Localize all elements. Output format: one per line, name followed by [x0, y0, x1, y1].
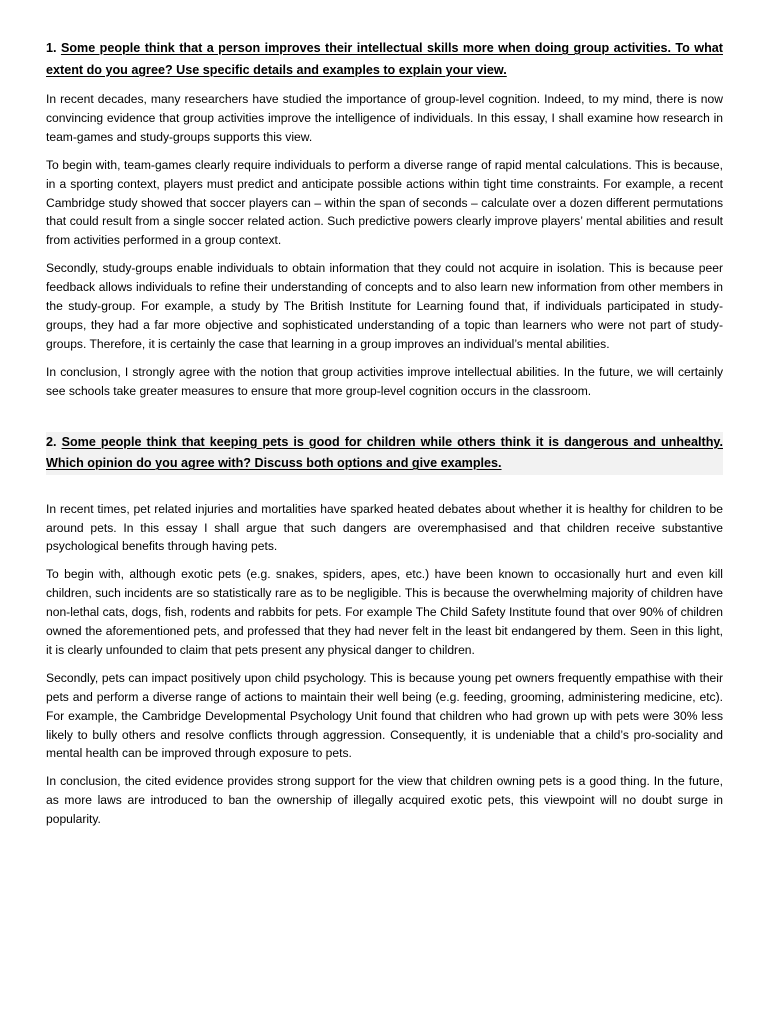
- essay-2-question: [46, 432, 723, 475]
- essay-2-question-text: Some people think that keeping pets is good for children while others think it is dangerous and unhealthy. Which opinion do you agree with? Discuss both options and give examples.: [46, 434, 723, 471]
- essay-1-paragraph-body-2: Secondly, study-groups enable individuals to obtain information that they could not acquire in isolation. This is because peer feedback allows individuals to refine their understanding of concepts and to also learn new information from other members in the study-group. For example, a study by The British Institute for Learning found that, if individuals participated in study-groups, they had a far more objective and sophisticated understanding of a topic than learners who were not part of study-groups. Therefore, it is certainly the case that learning in a group improves an individual’s mental abilities.: [46, 261, 723, 351]
- essay-2-number: 2.: [46, 434, 57, 449]
- essay-1-question-text: Some people think that a person improves their intellectual skills more when doing group activities. To what extent do you agree? Use specific details and examples to explain your view.: [46, 41, 723, 77]
- essay-2-paragraph-intro: In recent times, pet related injuries and mortalities have sparked heated debates about whether it is healthy for children to be around pets. In this essay I shall argue that such dangers are overemphasised and that children receive substantive psychological benefits through having pets.: [46, 501, 723, 554]
- essay-1-number: 1.: [46, 41, 57, 55]
- essay-1-paragraph-intro: In recent decades, many researchers have studied the importance of group-level cognition. Indeed, to my mind, there is now convincing evidence that group activities improve the intelligence of individuals. In this essay, I shall examine how research in team-games and study-groups supports this view.: [46, 92, 723, 144]
- essay-1-question: [46, 38, 723, 81]
- section-spacer: [46, 410, 723, 432]
- essay-1-paragraph-body-1: To begin with, team-games clearly require individuals to perform a diverse range of rapid mental calculations. This is because, in a sporting context, players must predict and anticipate possible actions within tight time constraints. For example, a recent Cambridge study showed that soccer players can – within the span of seconds – calculate over a dozen different permutations that could result from a single soccer related action. Such predictive powers clearly improve players’ mental abilities and result from activities performed in a group context.: [46, 157, 723, 248]
- document-page: [46, 38, 723, 838]
- essay-1-paragraph-conclusion: In conclusion, I strongly agree with the notion that group activities improve intellectual abilities. In the future, we will certainly see schools take greater measures to ensure that more group-level cognition occurs in the classroom.: [46, 364, 723, 398]
- essay-2-paragraph-body-1: To begin with, although exotic pets (e.g. snakes, spiders, apes, etc.) have been known to occasionally hurt and even kill children, such incidents are so statistically rare as to be negligible. This is because the overwhelming majority of children have non-lethal cats, dogs, fish, rodents and rabbits for pets. For example The Child Safety Institute found that over 90% of children owned the aforementioned pets, and professed that they had never felt in the least bit endangered by them. Seen in this light, it is clearly unfounded to claim that pets present any physical danger to children.: [46, 567, 723, 657]
- essay-2-paragraph-body-2: Secondly, pets can impact positively upon child psychology. This is because young pet owners frequently empathise with their pets and perform a diverse range of actions to maintain their well being (e.g. feeding, grooming, administering medicine, etc). For example, the Cambridge Developmental Psychology Unit found that children who had grown up with pets were 30% less likely to bully others and resolve conflicts through aggression. Consequently, it is undeniable that a child’s pro-sociality and mental health can be improved through exposure to pets.: [46, 670, 723, 761]
- essay-2-paragraph-conclusion: In conclusion, the cited evidence provides strong support for the view that children owning pets is a good thing. In the future, as more laws are introduced to ban the ownership of illegally acquired exotic pets, this viewpoint will no doubt surge in popularity.: [46, 774, 723, 827]
- question-spacer: [46, 484, 723, 500]
